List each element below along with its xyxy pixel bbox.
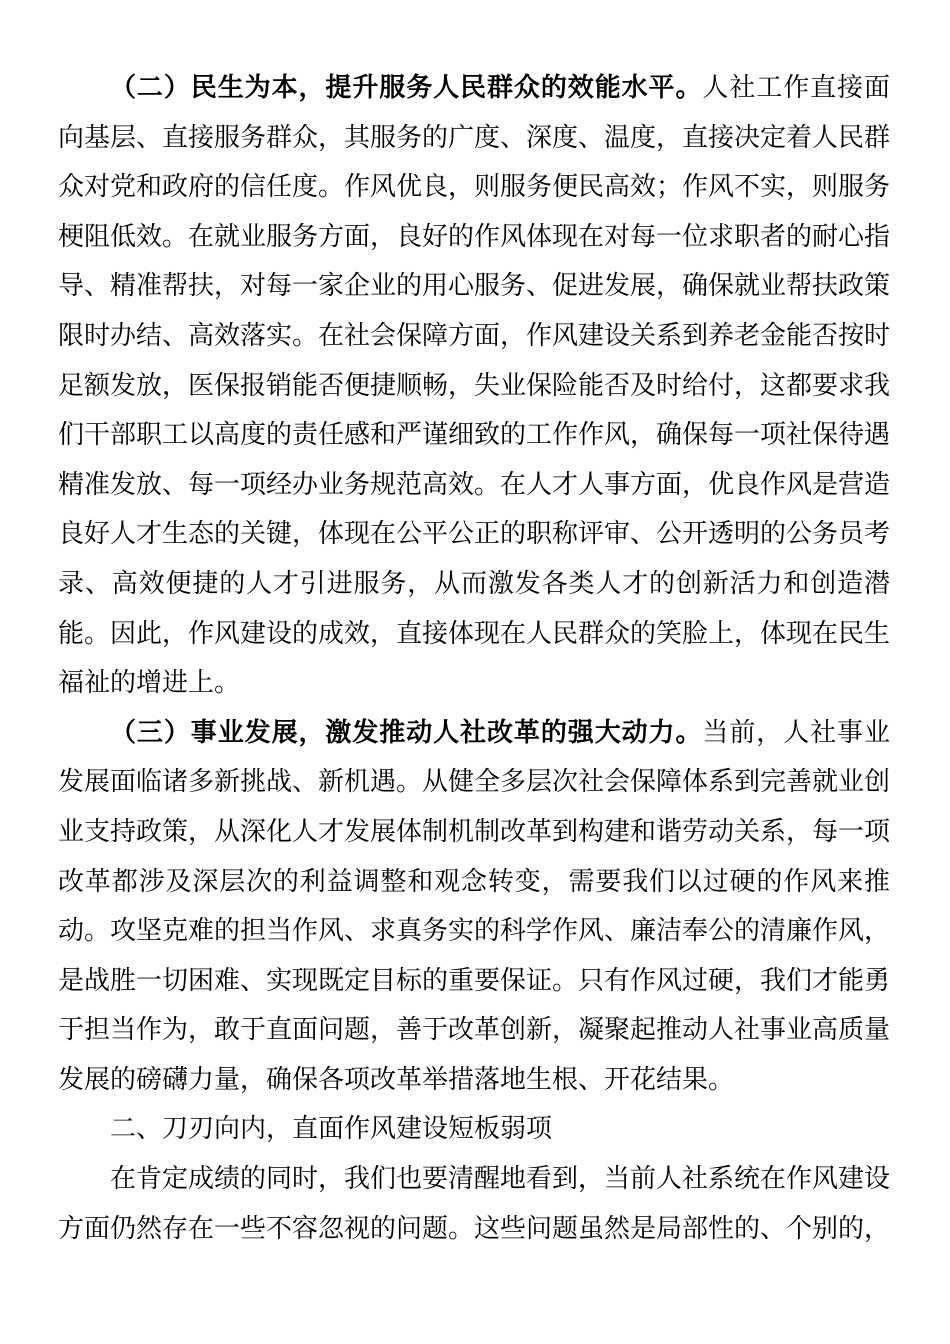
document-page	[58, 64, 890, 1254]
section-heading-development: （三）事业发展，激发推动人社改革的强大动力。	[110, 717, 703, 748]
paragraph-text: 人社工作直接面向基层、直接服务群众，其服务的广度、深度、温度，直接决定着人民群众对党和政府的信任度。作风优良，则服务便民高效；作风不实，则服务梗阻低效。在就业服务方面，良好的作风体现在对每一位求职者的耐心指导、精准帮扶，对每一家企业的用心服务、促进发展，确保就业帮扶政策限时办结、高效落实。在社会保障方面，作风建设关系到养老金能否按时足额发放，医保报销能否便捷顺畅，失业保险能否及时给付，这都要求我们干部职工以高度的责任感和严谨细致的工作作风，确保每一项社保待遇精准发放、每一项经办业务规范高效。在人才人事方面，优良作风是营造良好人才生态的关键，体现在公平公正的职称评审、公开透明的公务员考录、高效便捷的人才引进服务，从而激发各类人才的创新活力和创造潜能。因此，作风建设的成效，直接体现在人民群众的笑脸上，体现在民生福祉的增进上。	[58, 73, 891, 699]
heading-text: 二、刀刃向内，直面作风建设短板弱项	[110, 1114, 553, 1145]
paragraph-text: 当前，人社事业发展面临诸多新挑战、新机遇。从健全多层次社会保障体系到完善就业创业支持政策，从深化人才发展体制机制改革到构建和谐劳动关系，每一项改革都涉及深层次的利益调整和观念转变，需要我们以过硬的作风来推动。攻坚克难的担当作风、求真务实的科学作风、廉洁奉公的清廉作风，是战胜一切困难、实现既定目标的重要保证。只有作风过硬，我们才能勇于担当作为，敢于直面问题，善于改革创新，凝聚起推动人社事业高质量发展的磅礴力量，确保各项改革举措落地生根、开花结果。	[58, 717, 891, 1095]
paragraph-livelihood	[58, 64, 890, 709]
section-heading-livelihood: （二）民生为本，提升服务人民群众的效能水平。	[110, 73, 703, 103]
paragraph-development	[58, 709, 890, 1106]
paragraph-text: 在肯定成绩的同时，我们也要清醒地看到，当前人社系统在作风建设方面仍然存在一些不容忽视的问题。这些问题虽然是局部性的、个别的，	[58, 1164, 891, 1244]
chapter-heading	[58, 1105, 890, 1155]
paragraph-problems	[58, 1155, 890, 1254]
